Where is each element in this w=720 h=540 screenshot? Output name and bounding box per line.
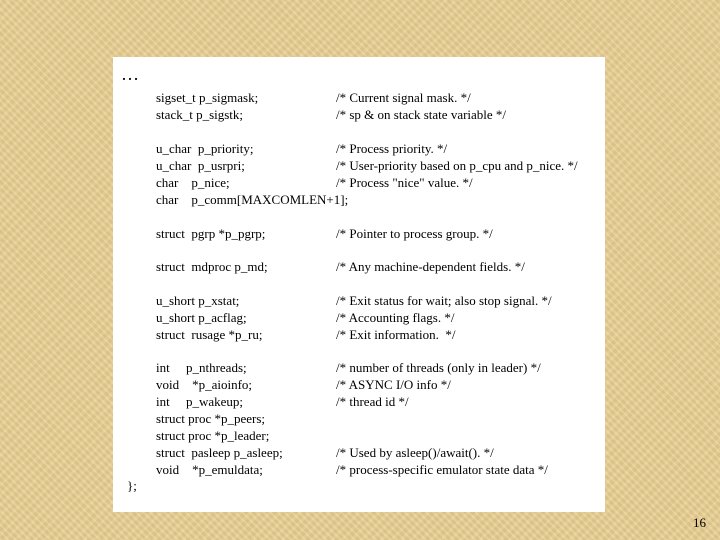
code-comment: /* User-priority based on p_cpu and p_nice. */: [336, 158, 578, 173]
code-comment: /* Process priority. */: [336, 141, 448, 156]
page-number: 16: [693, 515, 706, 530]
code-comment: /* Used by asleep()/await(). */: [336, 445, 494, 460]
code-line: char p_comm[MAXCOMLEN+1];: [156, 192, 349, 207]
code-comment: /* Exit information. */: [336, 327, 456, 342]
code-comment: /* Pointer to process group. */: [336, 226, 493, 241]
code-comment: /* ASYNC I/O info */: [336, 377, 451, 392]
code-comment: /* Any machine-dependent fields. */: [336, 259, 525, 274]
code-line: int p_wakeup;: [156, 394, 244, 409]
code-line: struct proc *p_leader;: [156, 428, 270, 443]
code-comment: /* sp & on stack state variable */: [336, 107, 507, 122]
code-line: struct mdproc p_md;: [156, 259, 268, 274]
code-comment: /* thread id */: [336, 394, 409, 409]
code-line: u_short p_xstat;: [156, 293, 240, 308]
code-line: u_char p_usrpri;: [156, 158, 245, 173]
code-line: char p_nice;: [156, 175, 230, 190]
ellipsis: …: [121, 64, 140, 84]
code-line: void *p_aioinfo;: [156, 377, 253, 392]
code-line: stack_t p_sigstk;: [156, 107, 244, 122]
code-comment: /* Current signal mask. */: [336, 90, 471, 105]
struct-closing: };: [127, 478, 137, 493]
code-comment: /* Accounting flags. */: [336, 310, 455, 325]
code-comment: /* Exit status for wait; also stop signal. */: [336, 293, 552, 308]
code-comment: /* process-specific emulator state data */: [336, 462, 548, 477]
code-line: u_short p_acflag;: [156, 310, 247, 325]
code-line: struct rusage *p_ru;: [156, 327, 263, 342]
code-line: struct proc *p_peers;: [156, 411, 266, 426]
code-line: struct pgrp *p_pgrp;: [156, 226, 266, 241]
code-line: void *p_emuldata;: [156, 462, 263, 477]
code-line: sigset_t p_sigmask;: [156, 90, 259, 105]
code-comment: /* Process "nice" value. */: [336, 175, 473, 190]
code-comment: /* number of threads (only in leader) */: [336, 360, 541, 375]
code-line: u_char p_priority;: [156, 141, 254, 156]
code-line: struct pasleep p_asleep;: [156, 445, 283, 460]
code-line: int p_nthreads;: [156, 360, 247, 375]
